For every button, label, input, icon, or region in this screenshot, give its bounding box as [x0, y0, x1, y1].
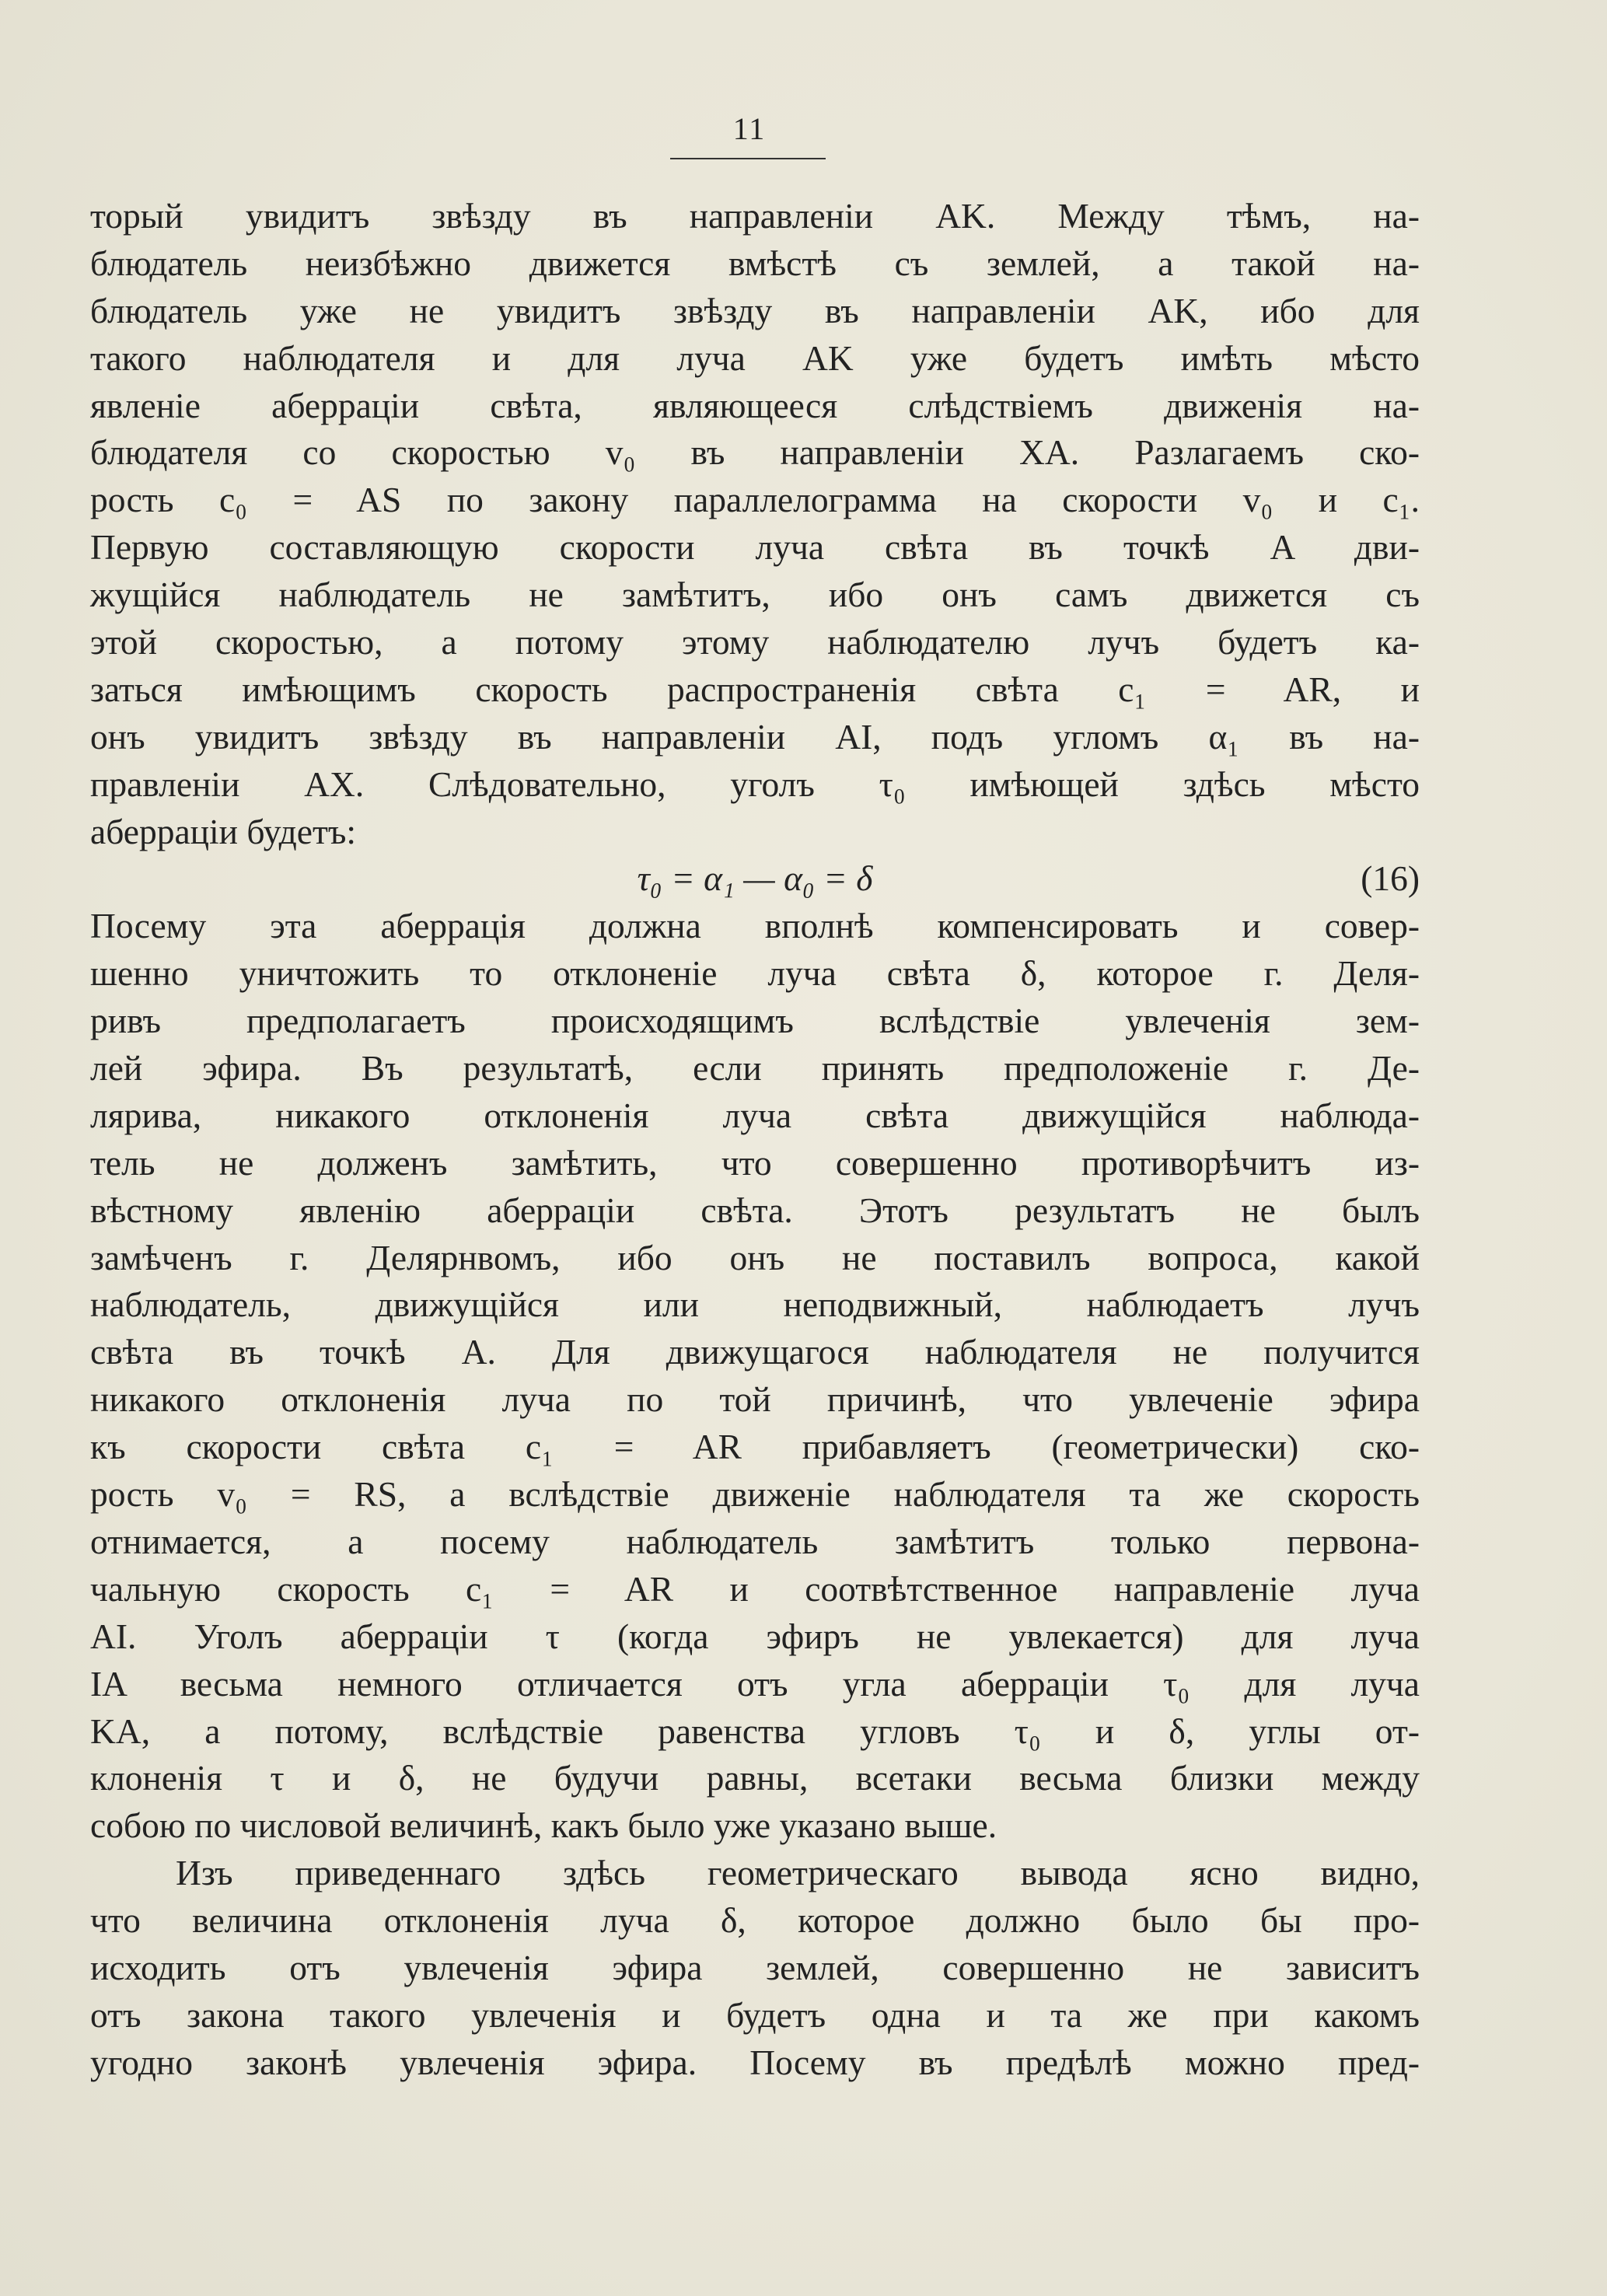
text-line: блюдателя со скоростью v₀ въ направленіи XA. Разлагаемъ ско-: [90, 432, 1420, 473]
text-line: рость c₀ = AS по закону параллелограмма на скорости v₀ и c₁.: [90, 480, 1420, 520]
text-line: Изъ приведеннаго здѣсь геометрическаго вывода ясно видно,: [176, 1853, 1420, 1893]
text-line: собою по числовой величинѣ, какъ было уже указано выше.: [90, 1805, 997, 1846]
text-line: торый увидитъ звѣзду въ направленіи AK. Между тѣмъ, на-: [90, 196, 1420, 236]
text-line: лярива, никакого отклоненія луча свѣта движущійся наблюда-: [90, 1095, 1420, 1135]
text-line: явленіе аберраціи свѣта, являющееся слѣдствіемъ движенія на-: [90, 385, 1420, 425]
paragraph-1: [90, 193, 1420, 855]
paragraph-2: [90, 903, 1420, 1850]
text-line: наблюдатель, движущійся или неподвижный, наблюдаетъ лучъ: [90, 1284, 1420, 1325]
text-line: клоненія τ и δ, не будучи равны, всетаки весьма близки между: [90, 1758, 1420, 1798]
text-line: Первую составляющую скорости луча свѣта въ точкѣ A дви-: [90, 527, 1420, 568]
text-line: такого наблюдателя и для луча AK уже будетъ имѣть мѣсто: [90, 337, 1420, 378]
text-line: лей эфира. Въ результатѣ, если принять предположеніе г. Де-: [90, 1048, 1420, 1089]
equation-row: [90, 855, 1420, 903]
text-line: отъ закона такого увлеченія и будетъ одна и та же при какомъ: [90, 1994, 1420, 2035]
text-line: отнимается, а посему наблюдатель замѣтитъ только первона-: [90, 1521, 1420, 1561]
text-line: онъ увидитъ звѣзду въ направленіи AI, подъ угломъ α₁ въ на-: [90, 716, 1420, 757]
text-line: Посему эта аберрація должна вполнѣ компенсировать и совер-: [90, 906, 1420, 946]
text-line: чальную скорость c₁ = AR и соотвѣтственное направленіе луча: [90, 1568, 1420, 1609]
text-line: угодно законѣ увлеченія эфира. Посему въ предѣлѣ можно пред-: [90, 2042, 1420, 2082]
text-line: свѣта въ точкѣ A. Для движущагося наблюдателя не получится: [90, 1332, 1420, 1372]
text-line: замѣченъ г. Делярнвомъ, ибо онъ не поставилъ вопроса, какой: [90, 1237, 1420, 1277]
text-line: жущійся наблюдатель не замѣтитъ, ибо онъ самъ движется съ: [90, 575, 1420, 615]
text-line: правленіи AX. Слѣдовательно, уголъ τ₀ имѣющей здѣсь мѣсто: [90, 764, 1420, 804]
text-line: шенно уничтожить то отклоненіе луча свѣта δ, которое г. Деля-: [90, 953, 1420, 994]
text-line: AI. Уголъ аберраціи τ (когда эфиръ не увлекается) для луча: [90, 1616, 1420, 1656]
text-line: блюдатель уже не увидитъ звѣзду въ направленіи AK, ибо для: [90, 290, 1420, 330]
text-line: рость v₀ = RS, а вслѣдствіе движеніе наблюдателя та же скорость: [90, 1474, 1420, 1515]
text-line: этой скоростью, а потому этому наблюдателю лучъ будетъ ка-: [90, 622, 1420, 662]
page-number: 11: [732, 111, 767, 146]
text-line: къ скорости свѣта c₁ = AR прибавляетъ (геометрически) ско-: [90, 1427, 1420, 1467]
text-line: что величина отклоненія луча δ, которое должно было бы про-: [90, 1900, 1420, 1941]
text-line: ривъ предполагаетъ происходящимъ вслѣдствіе увлеченія зем-: [90, 1001, 1420, 1041]
text-line: блюдатель неизбѣжно движется вмѣстѣ съ землей, а такой на-: [90, 243, 1420, 283]
text-line: IA весьма немного отличается отъ угла аберраціи τ₀ для луча: [90, 1663, 1420, 1704]
text-line: вѣстному явленію аберраціи свѣта. Этотъ результатъ не былъ: [90, 1190, 1420, 1230]
header-rule: [670, 158, 826, 159]
equation-formula: τ₀ = α₁ — α₀ = δ: [637, 858, 873, 899]
text-line: KA, а потому, вслѣдствіе равенства угловъ τ₀ и δ, углы от-: [90, 1711, 1420, 1751]
body-text: [90, 193, 1420, 2087]
equation-number: (16): [1361, 858, 1420, 899]
text-line: аберраціи будетъ:: [90, 811, 357, 851]
text-line: никакого отклоненія луча по той причинѣ, что увлеченіе эфира: [90, 1379, 1420, 1420]
text-line: заться имѣющимъ скорость распространенія свѣта c₁ = AR, и: [90, 669, 1420, 709]
text-line: исходить отъ увлеченія эфира землей, совершенно не зависитъ: [90, 1947, 1420, 1987]
text-line: тель не долженъ замѣтить, что совершенно противорѣчитъ из-: [90, 1142, 1420, 1183]
paragraph-3: [90, 1850, 1420, 2086]
